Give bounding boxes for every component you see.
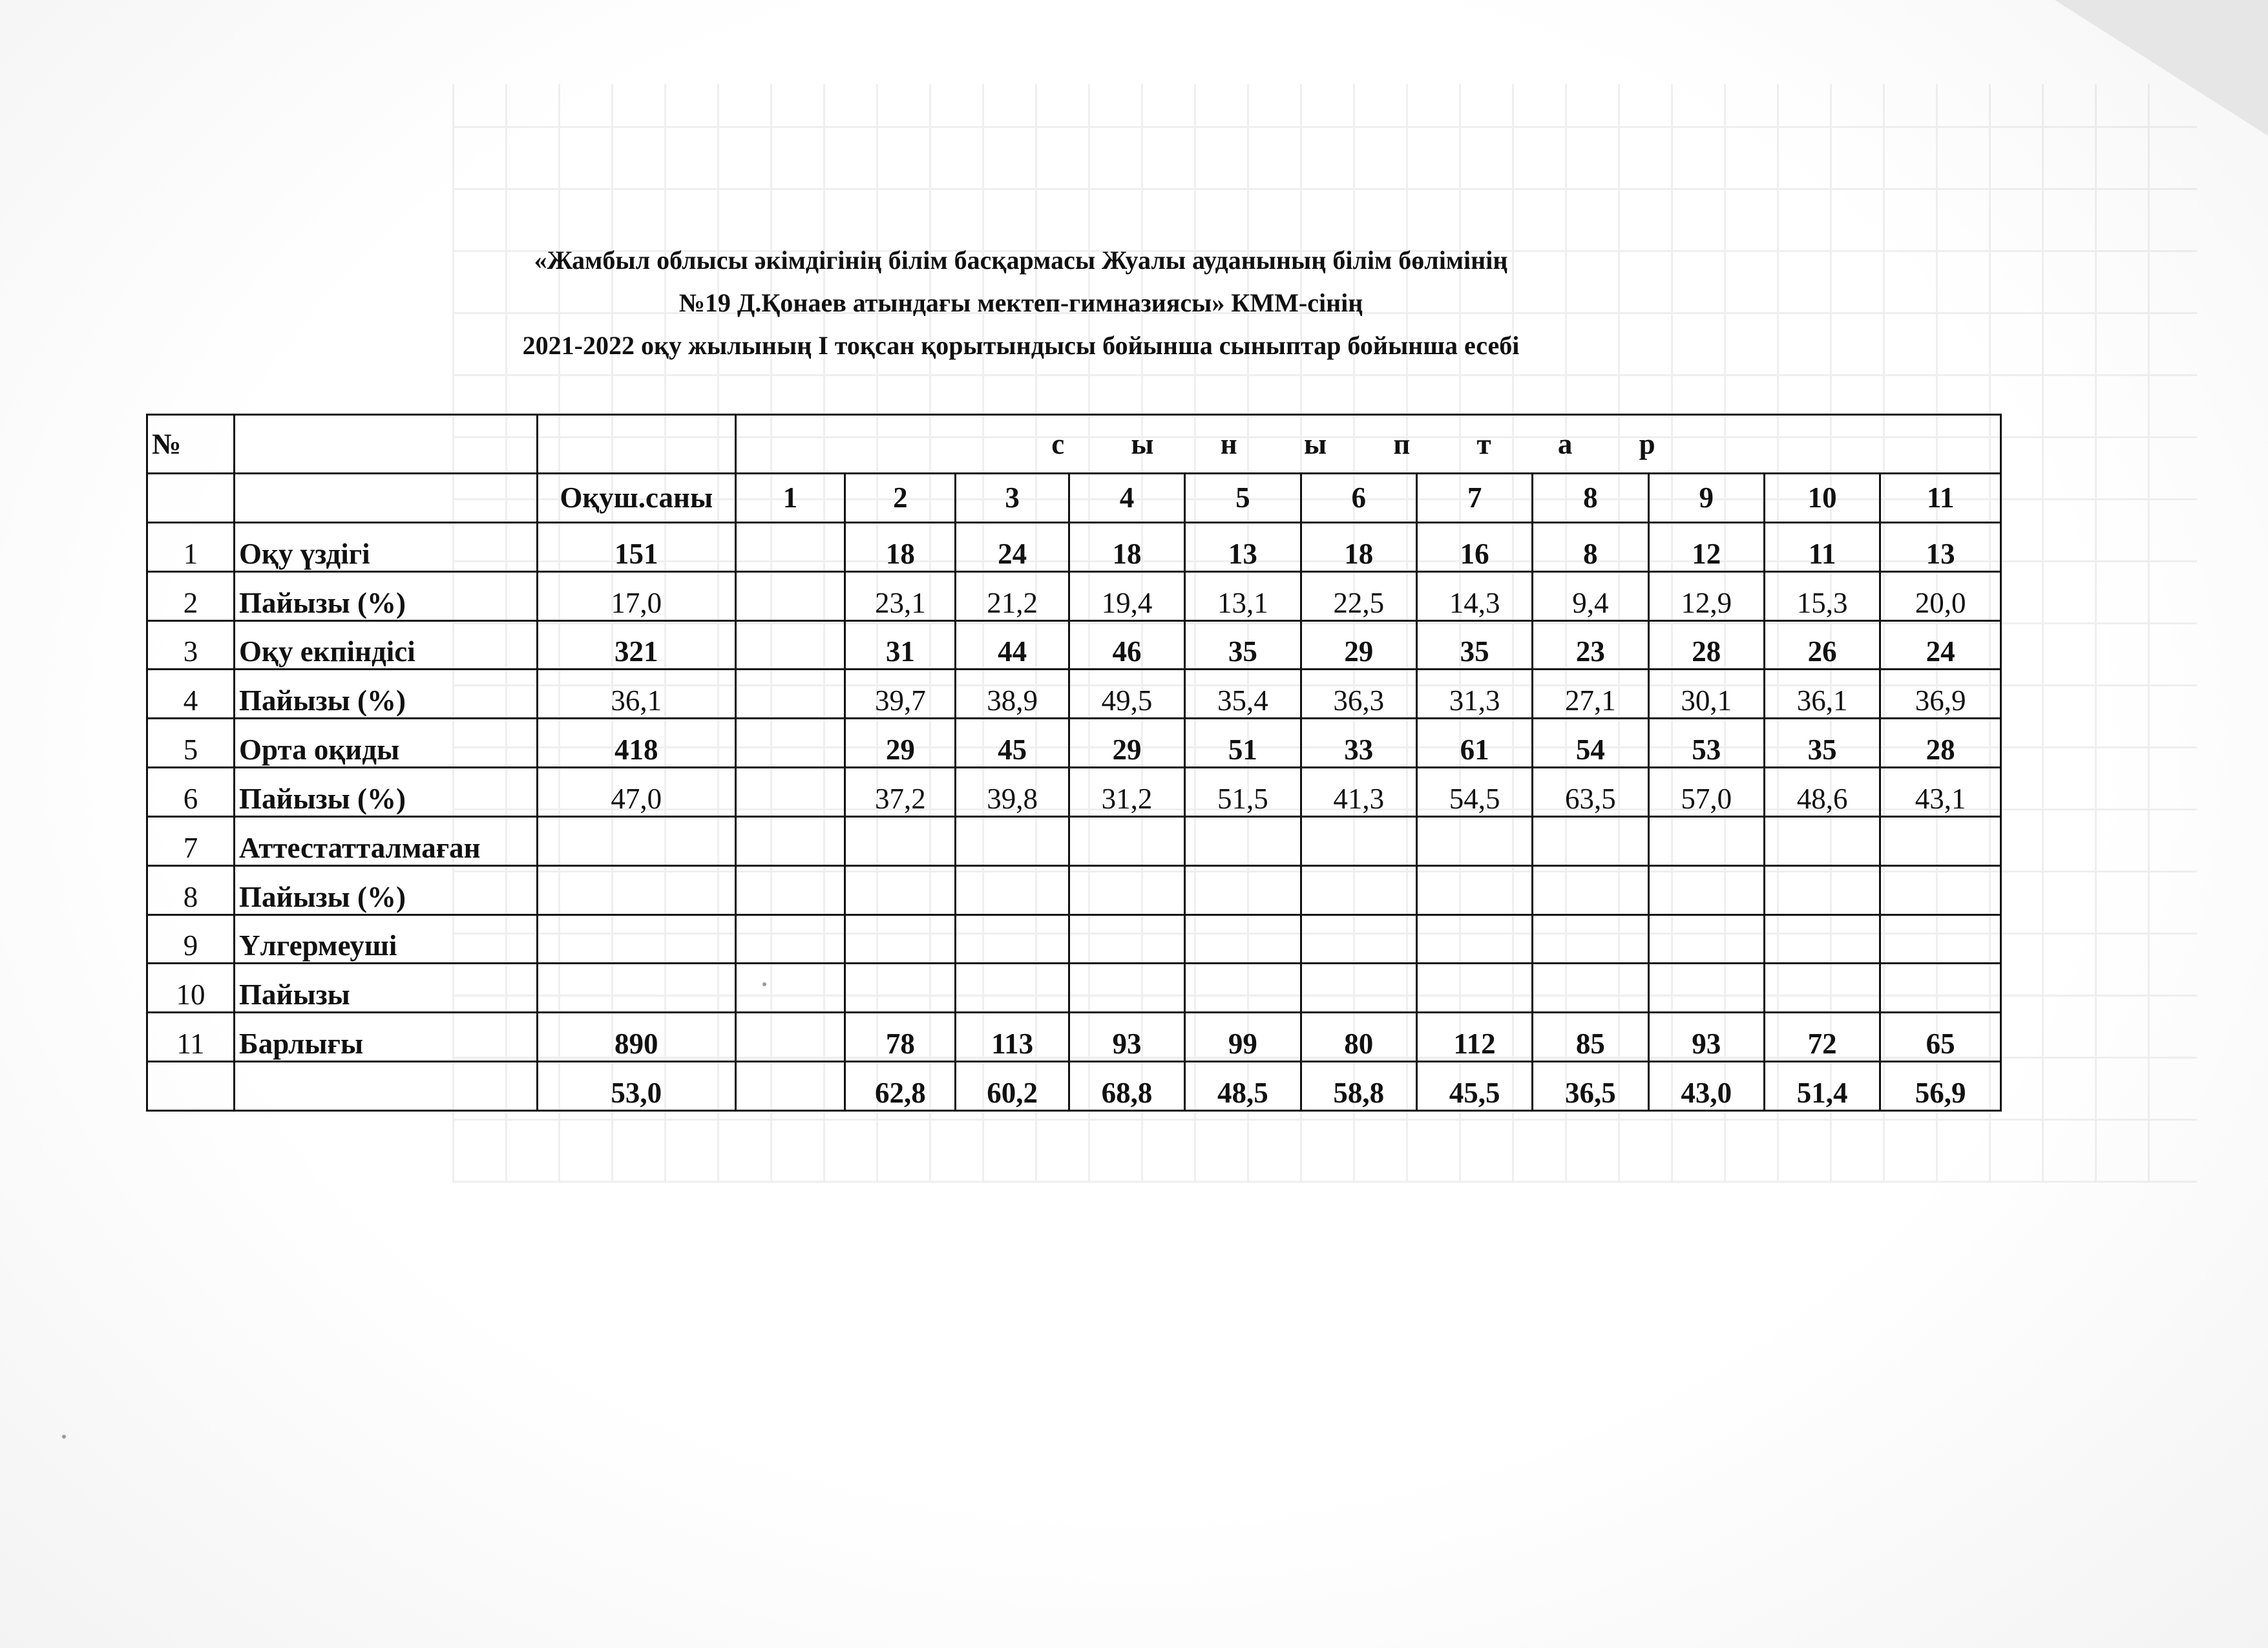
class-value-cell [735, 865, 845, 914]
students-header: Оқуш.саны [537, 474, 735, 523]
class-value-cell: 48,5 [1185, 1062, 1301, 1111]
class-value-cell: 16 [1416, 522, 1532, 571]
class-value-cell [845, 865, 956, 914]
class-value-cell: 23,1 [845, 571, 956, 620]
header-row-top [147, 415, 2001, 474]
class-value-cell: 9,4 [1533, 571, 1648, 620]
class-value-cell [1764, 964, 1880, 1013]
row-number: 2 [147, 571, 235, 620]
class-value-cell [956, 865, 1069, 914]
row-label: Пайызы (%) [235, 768, 538, 817]
class-value-cell: 57,0 [1648, 768, 1764, 817]
class-value-cell [735, 964, 845, 1013]
speck [62, 1435, 66, 1439]
class-value-cell: 28 [1648, 620, 1764, 670]
class-value-cell [1880, 964, 2001, 1013]
document-header [194, 239, 1848, 367]
class-value-cell: 93 [1069, 1013, 1184, 1062]
student-total-cell: 36,1 [537, 670, 735, 719]
student-total-cell: 17,0 [537, 571, 735, 620]
row-number: 9 [147, 914, 235, 964]
class-value-cell: 44 [956, 620, 1069, 670]
class-column-header: 2 [845, 474, 956, 523]
class-column-header: 6 [1301, 474, 1416, 523]
table-row [147, 571, 2001, 620]
class-value-cell [1764, 865, 1880, 914]
student-total-cell: 151 [537, 522, 735, 571]
class-value-cell: 41,3 [1301, 768, 1416, 817]
class-value-cell [1880, 816, 2001, 865]
row-number: 7 [147, 816, 235, 865]
class-value-cell [735, 1062, 845, 1111]
class-column-header: 11 [1880, 474, 2001, 523]
class-value-cell: 43,0 [1648, 1062, 1764, 1111]
class-value-cell: 54,5 [1416, 768, 1532, 817]
class-value-cell: 61 [1416, 719, 1532, 768]
table-row [147, 1013, 2001, 1062]
class-value-cell: 45,5 [1416, 1062, 1532, 1111]
class-value-cell [735, 768, 845, 817]
class-value-cell [1648, 914, 1764, 964]
class-value-cell: 46 [1069, 620, 1184, 670]
class-column-header: 10 [1764, 474, 1880, 523]
class-value-cell [956, 914, 1069, 964]
student-total-cell [537, 964, 735, 1013]
class-value-cell: 29 [845, 719, 956, 768]
classes-header: с ы н ы п т а р [735, 415, 2000, 474]
class-value-cell [735, 571, 845, 620]
row-number: 3 [147, 620, 235, 670]
class-column-header: 9 [1648, 474, 1764, 523]
class-value-cell [1880, 914, 2001, 964]
class-value-cell: 8 [1533, 522, 1648, 571]
class-value-cell: 49,5 [1069, 670, 1184, 719]
class-value-cell: 29 [1301, 620, 1416, 670]
header-empty-cell [235, 474, 538, 523]
row-number: 10 [147, 964, 235, 1013]
class-value-cell: 12,9 [1648, 571, 1764, 620]
class-value-cell [1648, 816, 1764, 865]
class-value-cell: 51,5 [1185, 768, 1301, 817]
class-value-cell [735, 719, 845, 768]
row-label: Оқу үздігі [235, 522, 538, 571]
class-value-cell: 12 [1648, 522, 1764, 571]
class-value-cell: 24 [1880, 620, 2001, 670]
class-value-cell: 13 [1880, 522, 2001, 571]
header-empty-cell [147, 474, 235, 523]
class-value-cell [1301, 964, 1416, 1013]
class-value-cell: 51 [1185, 719, 1301, 768]
class-value-cell [1533, 964, 1648, 1013]
class-value-cell [845, 914, 956, 964]
class-value-cell: 80 [1301, 1013, 1416, 1062]
report-table [146, 414, 2002, 1112]
class-value-cell: 39,8 [956, 768, 1069, 817]
class-value-cell: 113 [956, 1013, 1069, 1062]
class-value-cell [1416, 964, 1532, 1013]
class-value-cell: 30,1 [1648, 670, 1764, 719]
class-value-cell: 60,2 [956, 1062, 1069, 1111]
table-body [147, 415, 2001, 1111]
class-value-cell: 45 [956, 719, 1069, 768]
class-value-cell [1648, 964, 1764, 1013]
student-total-cell: 47,0 [537, 768, 735, 817]
class-value-cell: 62,8 [845, 1062, 956, 1111]
title-line-2: №19 Д.Қонаев атындағы мектеп-гимназиясы» КММ-сінің [678, 288, 1363, 317]
class-value-cell [1416, 865, 1532, 914]
class-value-cell: 68,8 [1069, 1062, 1184, 1111]
student-total-cell [537, 816, 735, 865]
student-total-cell: 418 [537, 719, 735, 768]
class-column-header: 7 [1416, 474, 1532, 523]
student-total-cell [537, 914, 735, 964]
class-column-header: 8 [1533, 474, 1648, 523]
row-number: 11 [147, 1013, 235, 1062]
row-number: 1 [147, 522, 235, 571]
class-value-cell [1185, 865, 1301, 914]
class-value-cell [1185, 964, 1301, 1013]
table-row [147, 719, 2001, 768]
class-value-cell: 13 [1185, 522, 1301, 571]
class-value-cell: 26 [1764, 620, 1880, 670]
class-value-cell: 27,1 [1533, 670, 1648, 719]
class-value-cell: 99 [1185, 1013, 1301, 1062]
class-value-cell: 18 [1301, 522, 1416, 571]
class-value-cell: 85 [1533, 1013, 1648, 1062]
class-value-cell [1069, 914, 1184, 964]
class-value-cell: 13,1 [1185, 571, 1301, 620]
class-value-cell [1533, 865, 1648, 914]
table-row [147, 914, 2001, 964]
class-value-cell: 36,1 [1764, 670, 1880, 719]
class-value-cell: 56,9 [1880, 1062, 2001, 1111]
row-label [235, 1062, 538, 1111]
row-number: 5 [147, 719, 235, 768]
row-label: Пайызы (%) [235, 865, 538, 914]
class-value-cell [845, 816, 956, 865]
class-value-cell [735, 670, 845, 719]
class-value-cell [735, 914, 845, 964]
table-row [147, 1062, 2001, 1111]
class-value-cell: 21,2 [956, 571, 1069, 620]
row-label: Үлгермеуші [235, 914, 538, 964]
class-value-cell [735, 620, 845, 670]
table-row [147, 522, 2001, 571]
class-value-cell [1533, 914, 1648, 964]
class-value-cell: 93 [1648, 1013, 1764, 1062]
row-number: 8 [147, 865, 235, 914]
row-number: 4 [147, 670, 235, 719]
class-value-cell [1301, 914, 1416, 964]
table-row [147, 964, 2001, 1013]
class-value-cell: 29 [1069, 719, 1184, 768]
student-total-cell: 890 [537, 1013, 735, 1062]
class-column-header: 3 [956, 474, 1069, 523]
class-value-cell [1301, 816, 1416, 865]
class-value-cell: 23 [1533, 620, 1648, 670]
header-row-classes [147, 474, 2001, 523]
table-row [147, 816, 2001, 865]
class-column-header: 5 [1185, 474, 1301, 523]
class-value-cell: 36,5 [1533, 1062, 1648, 1111]
class-value-cell [1648, 865, 1764, 914]
class-value-cell: 22,5 [1301, 571, 1416, 620]
header-empty-cell [537, 415, 735, 474]
class-column-header: 4 [1069, 474, 1184, 523]
class-value-cell [1069, 964, 1184, 1013]
class-value-cell: 33 [1301, 719, 1416, 768]
row-label: Аттестатталмаған [235, 816, 538, 865]
class-value-cell: 24 [956, 522, 1069, 571]
class-value-cell: 35 [1416, 620, 1532, 670]
class-value-cell: 35 [1764, 719, 1880, 768]
class-value-cell: 11 [1764, 522, 1880, 571]
class-value-cell: 39,7 [845, 670, 956, 719]
no-header: № [147, 415, 235, 474]
speck [762, 982, 766, 986]
class-value-cell: 18 [1069, 522, 1184, 571]
class-value-cell: 53 [1648, 719, 1764, 768]
class-value-cell [845, 964, 956, 1013]
class-value-cell [735, 1013, 845, 1062]
class-value-cell: 15,3 [1764, 571, 1880, 620]
student-total-cell: 53,0 [537, 1062, 735, 1111]
class-value-cell [1301, 865, 1416, 914]
class-value-cell [1533, 816, 1648, 865]
student-total-cell: 321 [537, 620, 735, 670]
title-line-3: 2021-2022 оқу жылының І тоқсан қорытындысы бойынша сыныптар бойынша есебі [522, 331, 1520, 360]
class-value-cell: 51,4 [1764, 1062, 1880, 1111]
class-value-cell: 38,9 [956, 670, 1069, 719]
row-number [147, 1062, 235, 1111]
class-value-cell: 14,3 [1416, 571, 1532, 620]
table-row [147, 768, 2001, 817]
class-value-cell: 36,9 [1880, 670, 2001, 719]
class-value-cell [1416, 816, 1532, 865]
class-value-cell: 20,0 [1880, 571, 2001, 620]
class-value-cell [1764, 816, 1880, 865]
class-value-cell: 36,3 [1301, 670, 1416, 719]
class-value-cell: 78 [845, 1013, 956, 1062]
row-number: 6 [147, 768, 235, 817]
row-label: Орта оқиды [235, 719, 538, 768]
class-value-cell [1880, 865, 2001, 914]
class-value-cell: 35 [1185, 620, 1301, 670]
class-column-header: 1 [735, 474, 845, 523]
class-value-cell [956, 964, 1069, 1013]
header-empty-cell [235, 415, 538, 474]
class-value-cell [735, 816, 845, 865]
class-value-cell [1416, 914, 1532, 964]
class-value-cell: 35,4 [1185, 670, 1301, 719]
folded-corner [2055, 0, 2268, 136]
row-label: Барлығы [235, 1013, 538, 1062]
row-label: Пайызы (%) [235, 670, 538, 719]
class-value-cell: 31,2 [1069, 768, 1184, 817]
class-value-cell [1069, 865, 1184, 914]
class-value-cell: 65 [1880, 1013, 2001, 1062]
class-value-cell: 31 [845, 620, 956, 670]
class-value-cell [1185, 914, 1301, 964]
class-value-cell: 18 [845, 522, 956, 571]
class-value-cell: 112 [1416, 1013, 1532, 1062]
class-value-cell [1185, 816, 1301, 865]
table-row [147, 670, 2001, 719]
row-label: Пайызы (%) [235, 571, 538, 620]
row-label: Пайызы [235, 964, 538, 1013]
class-value-cell: 54 [1533, 719, 1648, 768]
row-label: Оқу екпіндісі [235, 620, 538, 670]
class-value-cell: 58,8 [1301, 1062, 1416, 1111]
class-value-cell [735, 522, 845, 571]
class-value-cell: 72 [1764, 1013, 1880, 1062]
class-value-cell: 19,4 [1069, 571, 1184, 620]
table-row [147, 620, 2001, 670]
title-line-1: «Жамбыл облысы әкімдігінің білім басқармасы Жуалы ауданының білім бөлімінің [534, 246, 1508, 275]
table-row [147, 865, 2001, 914]
class-value-cell: 48,6 [1764, 768, 1880, 817]
class-value-cell: 43,1 [1880, 768, 2001, 817]
class-value-cell: 37,2 [845, 768, 956, 817]
class-value-cell [1069, 816, 1184, 865]
class-value-cell [1764, 914, 1880, 964]
class-value-cell: 31,3 [1416, 670, 1532, 719]
class-value-cell: 63,5 [1533, 768, 1648, 817]
class-value-cell: 28 [1880, 719, 2001, 768]
class-value-cell [956, 816, 1069, 865]
student-total-cell [537, 865, 735, 914]
